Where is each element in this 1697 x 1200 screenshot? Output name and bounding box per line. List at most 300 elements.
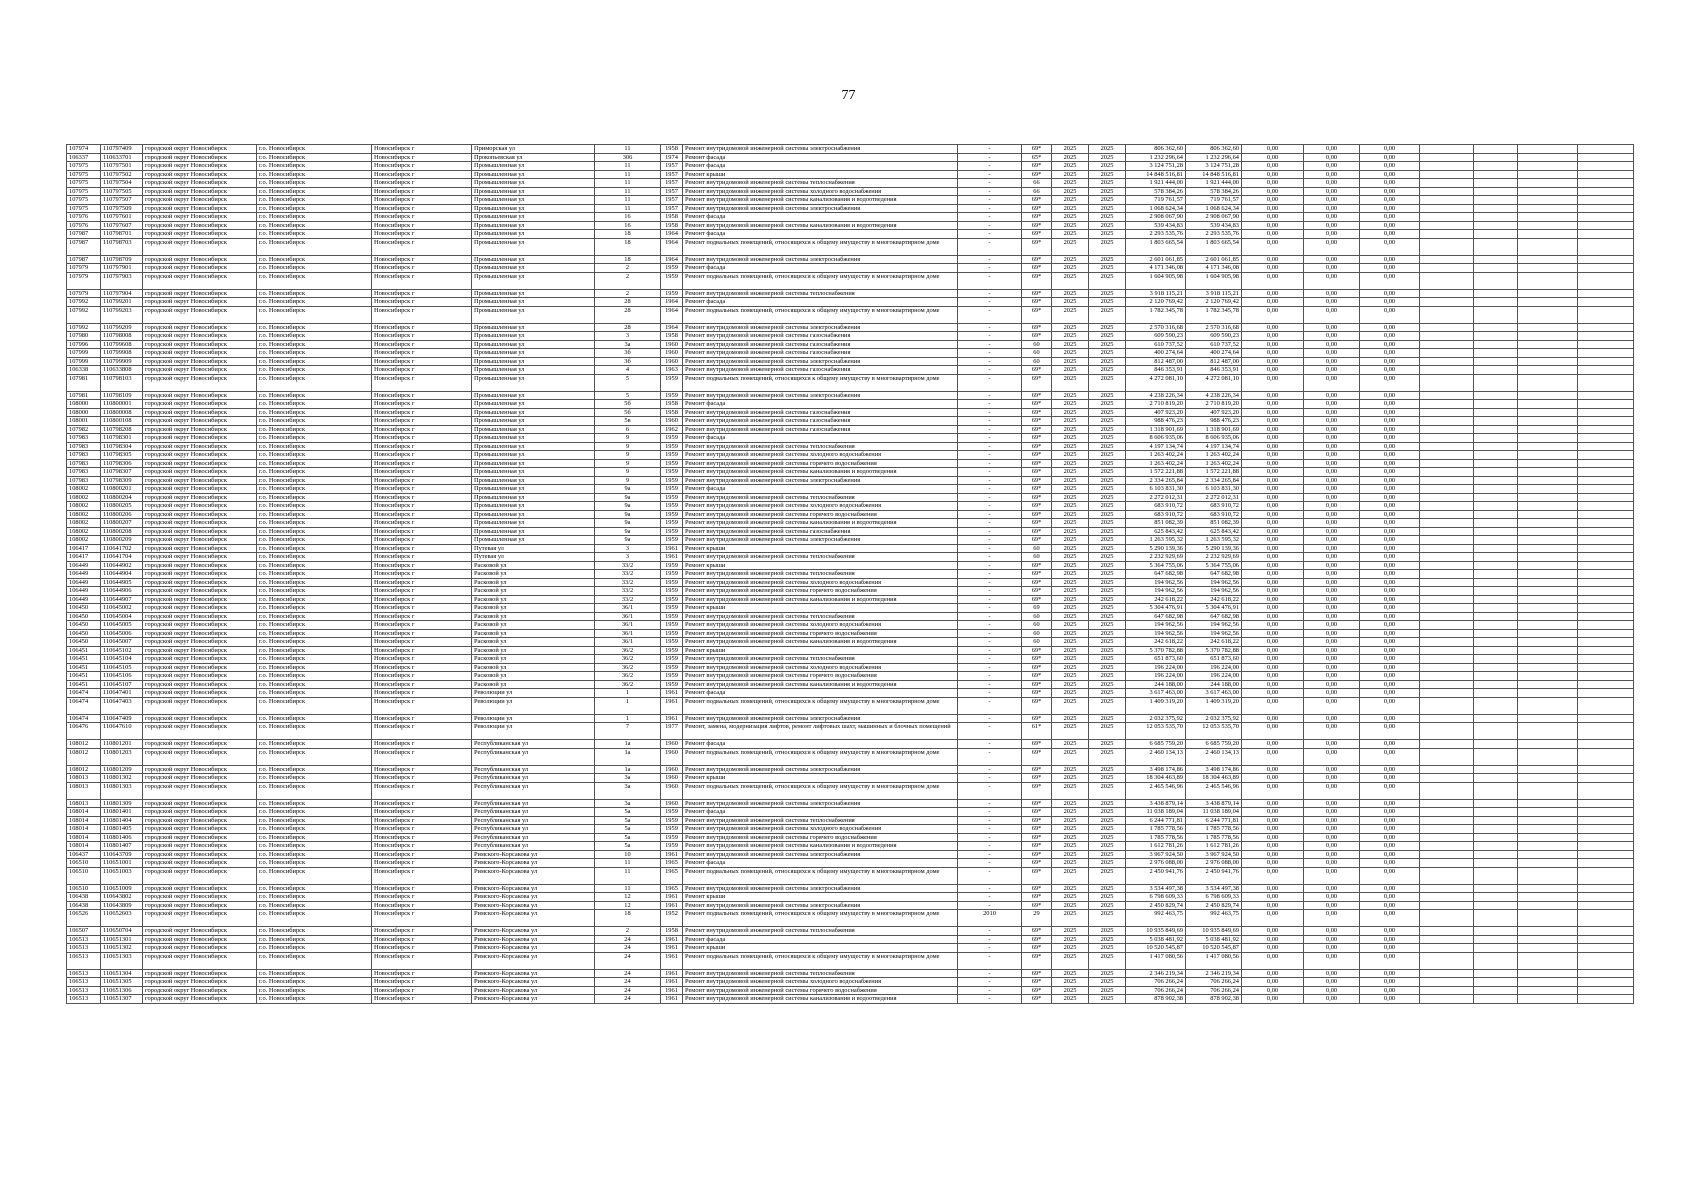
empty-cell [1578, 349, 1634, 358]
table-cell: 2025 [1089, 536, 1126, 545]
table-cell: 2025 [1052, 434, 1089, 443]
table-row [67, 238, 1634, 255]
table-cell: 69* [1022, 842, 1052, 851]
table-cell: 69* [1022, 782, 1052, 799]
table-cell: 108001 [67, 417, 101, 426]
empty-cell [1518, 485, 1578, 494]
empty-cell [1420, 425, 1474, 434]
table-cell: 0,00 [1360, 434, 1420, 443]
table-cell: 69* [1022, 323, 1052, 332]
empty-cell [1474, 893, 1518, 902]
table-cell: 110801302 [101, 774, 143, 783]
table-cell: Республиканская ул [472, 842, 595, 851]
table-cell: 0,00 [1242, 867, 1304, 884]
table-row [67, 400, 1634, 409]
table-cell: Новосибирск г [372, 561, 472, 570]
table-row [67, 901, 1634, 910]
table-row [67, 493, 1634, 502]
table-cell: 1 068 624,34 [1126, 204, 1186, 213]
table-cell: 2 710 819,20 [1186, 400, 1242, 409]
table-cell: Ремонт внутридомовой инженерной системы канализования и водоотведения [683, 680, 958, 689]
table-cell: 3 438 879,14 [1186, 799, 1242, 808]
table-cell: - [958, 799, 1022, 808]
table-cell: Новосибирск г [372, 680, 472, 689]
table-cell: 110798208 [101, 425, 143, 434]
empty-cell [1518, 638, 1578, 647]
table-cell: Расковой ул [472, 561, 595, 570]
table-cell: городской округ Новосибирск [143, 910, 257, 927]
empty-cell [1420, 230, 1474, 239]
table-cell: 647 682,98 [1186, 570, 1242, 579]
empty-cell [1578, 442, 1634, 451]
table-cell: Новосибирск г [372, 765, 472, 774]
table-cell: 69* [1022, 510, 1052, 519]
table-cell: г.о. Новосибирск [257, 357, 372, 366]
table-cell: 0,00 [1360, 468, 1420, 477]
empty-cell [1474, 765, 1518, 774]
empty-cell [1474, 162, 1518, 171]
table-cell: 0,00 [1360, 400, 1420, 409]
empty-cell [1578, 527, 1634, 536]
table-row [67, 153, 1634, 162]
table-cell: 0,00 [1242, 230, 1304, 239]
table-cell: 0,00 [1360, 451, 1420, 460]
table-cell: 0,00 [1242, 638, 1304, 647]
table-cell: 0,00 [1242, 442, 1304, 451]
table-cell: 539 434,83 [1126, 221, 1186, 230]
table-cell: Ремонт внутридомовой инженерной системы электроснабжения [683, 145, 958, 154]
table-cell: 1 263 595,32 [1126, 536, 1186, 545]
table-cell: 1 232 296,64 [1186, 153, 1242, 162]
table-cell: 33/2 [595, 595, 661, 604]
table-cell: 0,00 [1304, 451, 1360, 460]
table-cell: Ремонт фасада [683, 213, 958, 222]
table-row [67, 825, 1634, 834]
empty-cell [1420, 264, 1474, 273]
table-cell: 107979 [67, 272, 101, 289]
table-cell: 0,00 [1304, 816, 1360, 825]
table-cell: 0,00 [1242, 969, 1304, 978]
table-cell: 0,00 [1304, 680, 1360, 689]
table-cell: г.о. Новосибирск [257, 298, 372, 307]
table-cell: Новосибирск г [372, 842, 472, 851]
table-cell: 0,00 [1360, 255, 1420, 264]
table-cell: Прокопьевская ул [472, 153, 595, 162]
table-cell: 2025 [1089, 612, 1126, 621]
table-cell: Ремонт внутридомовой инженерной системы канализования и водоотведения [683, 221, 958, 230]
table-cell: 0,00 [1242, 544, 1304, 553]
table-cell: 108014 [67, 825, 101, 834]
table-cell: 108014 [67, 842, 101, 851]
table-cell: 0,00 [1242, 672, 1304, 681]
table-cell: 0,00 [1360, 519, 1420, 528]
table-cell: 0,00 [1360, 995, 1420, 1004]
table-cell: 0,00 [1242, 459, 1304, 468]
table-cell: 60 [1022, 629, 1052, 638]
table-cell: 0,00 [1242, 621, 1304, 630]
table-cell: 110651307 [101, 995, 143, 1004]
empty-cell [1420, 476, 1474, 485]
table-cell: г.о. Новосибирск [257, 230, 372, 239]
table-cell: г.о. Новосибирск [257, 162, 372, 171]
table-cell: г.о. Новосибирск [257, 536, 372, 545]
empty-cell [1518, 952, 1578, 969]
table-cell: г.о. Новосибирск [257, 799, 372, 808]
table-cell: Новосибирск г [372, 340, 472, 349]
table-cell: Революции ул [472, 697, 595, 714]
table-cell: Новосибирск г [372, 442, 472, 451]
empty-cell [1578, 986, 1634, 995]
table-cell: Новосибирск г [372, 893, 472, 902]
table-cell: Новосибирск г [372, 493, 472, 502]
table-cell: 5а [595, 816, 661, 825]
table-cell: Промышленная ул [472, 272, 595, 289]
table-cell: 1964 [661, 255, 683, 264]
table-cell: 69* [1022, 400, 1052, 409]
table-row [67, 595, 1634, 604]
empty-cell [1474, 799, 1518, 808]
table-cell: 0,00 [1360, 612, 1420, 621]
empty-cell [1474, 459, 1518, 468]
table-row [67, 867, 1634, 884]
table-cell: 2025 [1052, 570, 1089, 579]
table-cell: г.о. Новосибирск [257, 587, 372, 596]
table-cell: г.о. Новосибирск [257, 765, 372, 774]
table-cell: 110645102 [101, 646, 143, 655]
table-row [67, 459, 1634, 468]
table-cell: Новосибирск г [372, 323, 472, 332]
table-cell: 107987 [67, 230, 101, 239]
table-cell: 107975 [67, 196, 101, 205]
empty-cell [1474, 493, 1518, 502]
empty-cell [1578, 434, 1634, 443]
table-cell: 0,00 [1304, 935, 1360, 944]
table-cell: Промышленная ул [472, 179, 595, 188]
table-cell: 0,00 [1360, 553, 1420, 562]
table-cell: 110798103 [101, 374, 143, 391]
table-cell: Республиканская ул [472, 825, 595, 834]
table-cell: 0,00 [1304, 459, 1360, 468]
table-row [67, 340, 1634, 349]
empty-cell [1420, 935, 1474, 944]
table-cell: Ремонт внутридомовой инженерной системы холодного водоснабжения [683, 187, 958, 196]
table-cell: г.о. Новосибирск [257, 859, 372, 868]
table-cell: Ремонт фасада [683, 400, 958, 409]
table-cell: 1961 [661, 689, 683, 698]
table-cell: 29 [1022, 910, 1052, 927]
table-cell: 69* [1022, 230, 1052, 239]
table-cell: 0,00 [1304, 289, 1360, 298]
table-cell: Ремонт внутридомовой инженерной системы электроснабжения [683, 255, 958, 264]
table-cell: - [958, 638, 1022, 647]
table-cell: 11 [595, 187, 661, 196]
table-row [67, 978, 1634, 987]
table-cell: городской округ Новосибирск [143, 272, 257, 289]
empty-cell [1474, 646, 1518, 655]
table-cell: 1 263 402,24 [1126, 451, 1186, 460]
table-cell: 0,00 [1360, 833, 1420, 842]
table-cell: Расковой ул [472, 621, 595, 630]
empty-cell [1518, 230, 1578, 239]
table-cell: 5а [595, 808, 661, 817]
table-cell: городской округ Новосибирск [143, 145, 257, 154]
table-cell: г.о. Новосибирск [257, 995, 372, 1004]
table-cell: - [958, 408, 1022, 417]
empty-cell [1578, 255, 1634, 264]
empty-cell [1420, 740, 1474, 749]
empty-cell [1474, 255, 1518, 264]
table-cell: г.о. Новосибирск [257, 451, 372, 460]
table-cell: 1 921 444,00 [1126, 179, 1186, 188]
table-cell: - [958, 153, 1022, 162]
table-cell: 36/1 [595, 638, 661, 647]
table-cell: 108002 [67, 485, 101, 494]
table-cell: 0,00 [1304, 689, 1360, 698]
table-cell: 0,00 [1304, 842, 1360, 851]
table-cell: 4 272 081,10 [1186, 374, 1242, 391]
table-cell: 36/1 [595, 604, 661, 613]
table-cell: 2025 [1052, 850, 1089, 859]
table-cell: 2025 [1052, 340, 1089, 349]
table-cell: 3 534 497,38 [1126, 884, 1186, 893]
table-cell: 110799209 [101, 323, 143, 332]
empty-cell [1578, 629, 1634, 638]
table-cell: 108014 [67, 816, 101, 825]
empty-cell [1420, 901, 1474, 910]
empty-cell [1518, 425, 1578, 434]
table-cell: 2025 [1052, 765, 1089, 774]
empty-cell [1474, 349, 1518, 358]
empty-cell [1420, 969, 1474, 978]
table-cell: Республиканская ул [472, 765, 595, 774]
empty-cell [1578, 774, 1634, 783]
table-cell: 3а [595, 782, 661, 799]
table-cell: г.о. Новосибирск [257, 468, 372, 477]
table-row [67, 833, 1634, 842]
table-cell: 106474 [67, 697, 101, 714]
table-cell: Ремонт крыши [683, 544, 958, 553]
table-cell: Новосибирск г [372, 434, 472, 443]
empty-cell [1474, 774, 1518, 783]
table-cell: 11 [595, 859, 661, 868]
table-cell: 2025 [1052, 459, 1089, 468]
table-cell: 69* [1022, 306, 1052, 323]
table-cell: 3 967 924,50 [1126, 850, 1186, 859]
empty-cell [1474, 927, 1518, 936]
empty-cell [1578, 952, 1634, 969]
table-cell: 2025 [1052, 952, 1089, 969]
table-cell: 2025 [1089, 944, 1126, 953]
table-cell: 2025 [1089, 995, 1126, 1004]
table-cell: г.о. Новосибирск [257, 570, 372, 579]
empty-cell [1578, 493, 1634, 502]
empty-cell [1518, 264, 1578, 273]
table-cell: Промышленная ул [472, 442, 595, 451]
table-cell: 2025 [1052, 995, 1089, 1004]
table-cell: 14 848 516,81 [1186, 170, 1242, 179]
empty-cell [1578, 944, 1634, 953]
empty-cell [1578, 323, 1634, 332]
table-cell: 110647401 [101, 689, 143, 698]
empty-cell [1578, 451, 1634, 460]
empty-cell [1474, 408, 1518, 417]
table-row [67, 468, 1634, 477]
table-cell: 0,00 [1360, 153, 1420, 162]
table-cell: 5 [595, 391, 661, 400]
table-cell: г.о. Новосибирск [257, 680, 372, 689]
empty-cell [1420, 774, 1474, 783]
table-cell: 9а [595, 485, 661, 494]
table-cell: 0,00 [1304, 145, 1360, 154]
table-cell: Новосибирск г [372, 544, 472, 553]
empty-cell [1420, 782, 1474, 799]
table-cell: 610 737,52 [1126, 340, 1186, 349]
table-cell: 1961 [661, 697, 683, 714]
table-cell: 647 682,98 [1126, 570, 1186, 579]
table-cell: Ремонт крыши [683, 944, 958, 953]
table-cell: городской округ Новосибирск [143, 298, 257, 307]
table-cell: 1977 [661, 723, 683, 740]
table-cell: 69* [1022, 995, 1052, 1004]
table-cell: 2 460 134,13 [1126, 748, 1186, 765]
table-cell: 0,00 [1242, 153, 1304, 162]
table-cell: 106438 [67, 901, 101, 910]
table-cell: 1 409 319,20 [1186, 697, 1242, 714]
table-cell: 0,00 [1304, 153, 1360, 162]
empty-cell [1518, 340, 1578, 349]
table-cell: Расковой ул [472, 663, 595, 672]
table-cell: Новосибирск г [372, 519, 472, 528]
empty-cell [1420, 145, 1474, 154]
table-cell: - [958, 833, 1022, 842]
table-cell: 107996 [67, 340, 101, 349]
empty-cell [1518, 187, 1578, 196]
table-cell: 0,00 [1304, 434, 1360, 443]
table-cell: 1959 [661, 434, 683, 443]
table-cell: 2025 [1089, 332, 1126, 341]
empty-cell [1474, 400, 1518, 409]
table-cell: Ремонт внутридомовой инженерной системы электроснабжения [683, 357, 958, 366]
table-cell: Новосибирск г [372, 901, 472, 910]
table-cell: Республиканская ул [472, 774, 595, 783]
table-cell: 0,00 [1304, 765, 1360, 774]
table-cell: - [958, 578, 1022, 587]
table-cell: городской округ Новосибирск [143, 595, 257, 604]
table-cell: Ремонт фасада [683, 298, 958, 307]
table-cell: 106451 [67, 680, 101, 689]
table-cell: 0,00 [1304, 493, 1360, 502]
table-cell: 9 [595, 468, 661, 477]
table-cell: 4 238 226,34 [1126, 391, 1186, 400]
table-cell: Римского-Корсакова ул [472, 969, 595, 978]
table-cell: Промышленная ул [472, 374, 595, 391]
table-cell: Новосибирск г [372, 145, 472, 154]
table-cell: Ремонт внутридомовой инженерной системы электроснабжения [683, 901, 958, 910]
table-cell: 2 120 769,42 [1126, 298, 1186, 307]
table-cell: Промышленная ул [472, 451, 595, 460]
table-cell: 0,00 [1360, 901, 1420, 910]
table-cell: 0,00 [1304, 476, 1360, 485]
table-cell: 2025 [1089, 204, 1126, 213]
empty-cell [1420, 893, 1474, 902]
table-cell: 11 [595, 162, 661, 171]
table-cell: 0,00 [1360, 944, 1420, 953]
table-cell: 2025 [1052, 655, 1089, 664]
empty-cell [1518, 808, 1578, 817]
table-cell: 1 612 781,26 [1126, 842, 1186, 851]
table-cell: Новосибирск г [372, 587, 472, 596]
table-cell: Новосибирск г [372, 774, 472, 783]
empty-cell [1518, 417, 1578, 426]
table-cell: 0,00 [1360, 187, 1420, 196]
table-cell: 36/2 [595, 672, 661, 681]
table-cell: Республиканская ул [472, 782, 595, 799]
table-cell: 407 923,20 [1126, 408, 1186, 417]
table-cell: 0,00 [1360, 748, 1420, 765]
table-cell: 107979 [67, 264, 101, 273]
table-cell: 107983 [67, 451, 101, 460]
table-cell: - [958, 561, 1022, 570]
empty-cell [1518, 442, 1578, 451]
table-cell: 2025 [1052, 978, 1089, 987]
table-cell: 2025 [1089, 595, 1126, 604]
table-cell: 1964 [661, 230, 683, 239]
empty-cell [1578, 170, 1634, 179]
table-cell: 36/2 [595, 655, 661, 664]
table-cell: городской округ Новосибирск [143, 417, 257, 426]
table-cell: - [958, 425, 1022, 434]
empty-cell [1420, 519, 1474, 528]
table-cell: Новосибирск г [372, 978, 472, 987]
table-cell: 1957 [661, 179, 683, 188]
table-cell: 69* [1022, 451, 1052, 460]
empty-cell [1578, 196, 1634, 205]
table-cell: 1959 [661, 451, 683, 460]
table-cell: 2025 [1089, 774, 1126, 783]
table-cell: 69* [1022, 366, 1052, 375]
table-cell: 1957 [661, 196, 683, 205]
table-cell: 106449 [67, 561, 101, 570]
empty-cell [1474, 816, 1518, 825]
table-cell: городской округ Новосибирск [143, 459, 257, 468]
table-cell: - [958, 672, 1022, 681]
empty-cell [1474, 485, 1518, 494]
table-cell: - [958, 646, 1022, 655]
table-cell: 706 266,24 [1126, 986, 1186, 995]
table-cell: 1959 [661, 485, 683, 494]
table-cell: г.о. Новосибирск [257, 391, 372, 400]
table-cell: г.о. Новосибирск [257, 153, 372, 162]
table-cell: Новосибирск г [372, 366, 472, 375]
table-cell: Новосибирск г [372, 808, 472, 817]
empty-cell [1474, 238, 1518, 255]
table-cell: 0,00 [1304, 510, 1360, 519]
table-cell: - [958, 162, 1022, 171]
table-cell: 2025 [1052, 935, 1089, 944]
empty-cell [1474, 476, 1518, 485]
table-cell: 3а [595, 799, 661, 808]
empty-cell [1518, 816, 1578, 825]
table-cell: городской округ Новосибирск [143, 697, 257, 714]
table-row [67, 170, 1634, 179]
table-cell: 0,00 [1360, 714, 1420, 723]
table-cell: Ремонт фасада [683, 485, 958, 494]
table-cell: 69* [1022, 833, 1052, 842]
table-cell: городской округ Новосибирск [143, 901, 257, 910]
table-cell: г.о. Новосибирск [257, 238, 372, 255]
empty-cell [1518, 306, 1578, 323]
table-row [67, 774, 1634, 783]
